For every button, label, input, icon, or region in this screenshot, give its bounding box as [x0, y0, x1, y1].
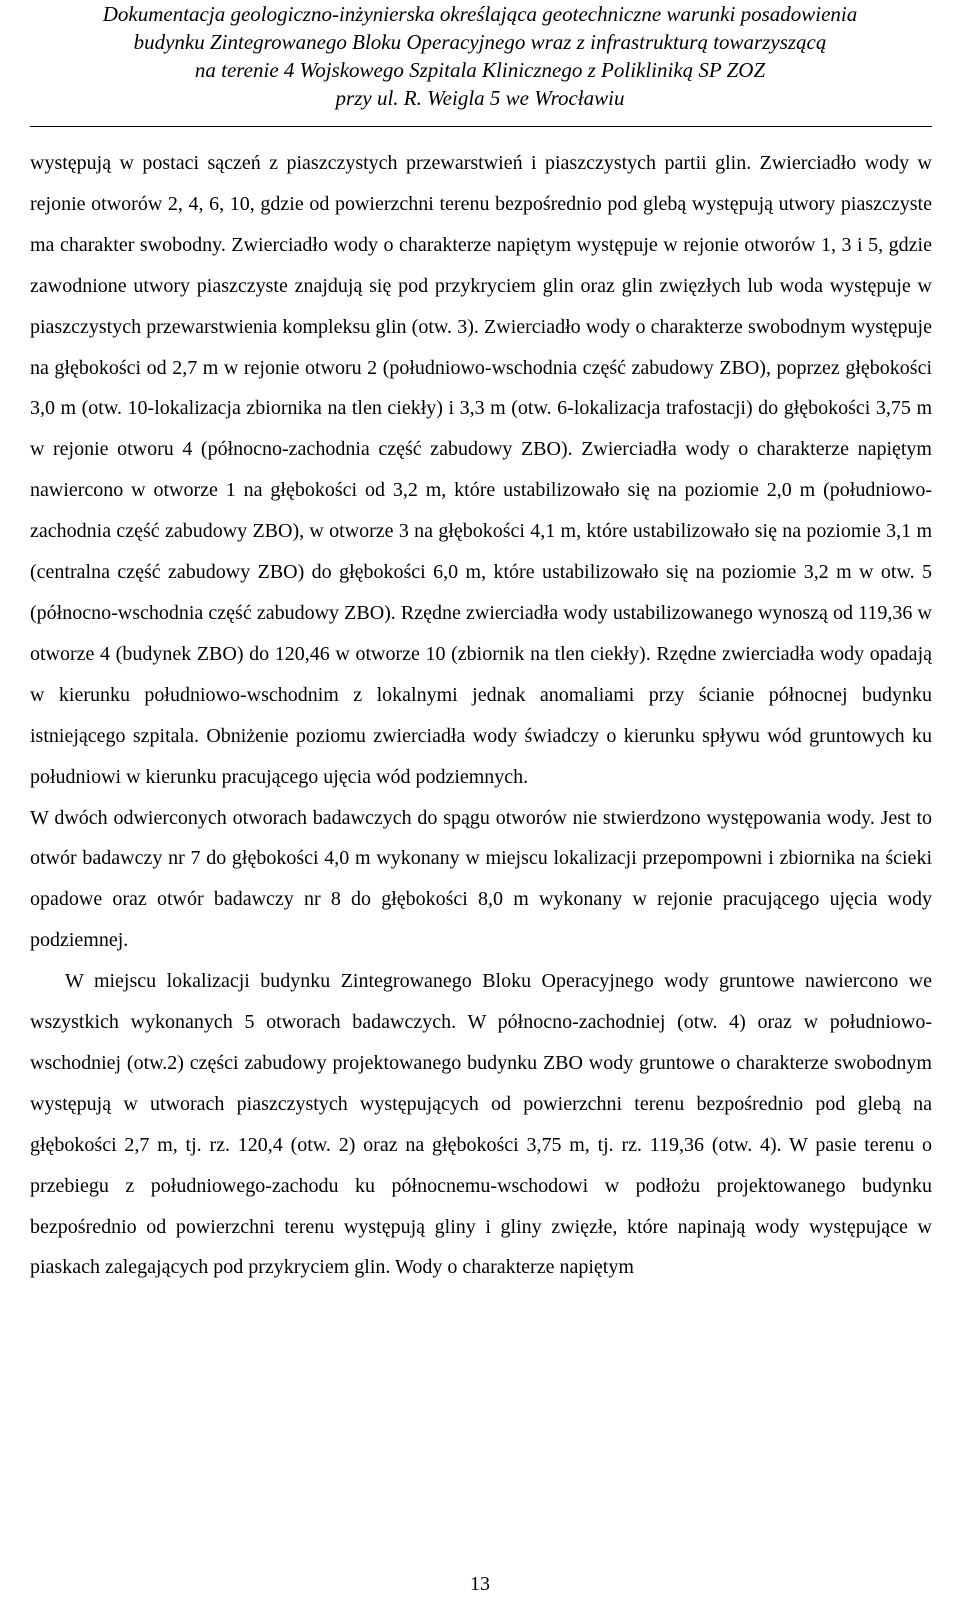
body-paragraph: W dwóch odwierconych otworach badawczych do spągu otworów nie stwierdzono występowania wody. Jest to otwór badawczy nr 7 do głębokości 4,0 m wykonany w miejscu lokalizacji przepompowni i zbiornika na ścieki opadowe oraz otwór badawczy nr 8 do głębokości 8,0 m wykonany w rejonie pracującego ujęcia wody podziemnej. — [30, 806, 932, 952]
header-line-2: budynku Zintegrowanego Bloku Operacyjnego wraz z infrastrukturą towarzyszącą — [133, 30, 827, 54]
body-paragraph: W miejscu lokalizacji budynku Zintegrowanego Bloku Operacyjnego wody gruntowe nawiercono we wszystkich wykonanych 5 otworach badawczych. W północno-zachodniej (otw. 4) oraz w południowo-wschodniej (otw.2) części zabudowy projektowanego budynku ZBO wody gruntowe o charakterze swobodnym występują w utworach piaszczystych występujących od powierzchni terenu bezpośrednio pod glebą na głębokości 2,7 m, tj. rz. 120,4 (otw. 2) oraz na głębokości 3,75 m, tj. rz. 119,36 (otw. 4). W pasie terenu o przebiegu z południowego-zachodu ku północnemu-wschodowi w podłożu projektowanego budynku bezpośrednio od powierzchni terenu występują gliny i gliny zwięzłe, które napinają wody występujące w piaskach zalegających pod przykryciem glin. Wody o charakterze napiętym — [30, 970, 932, 1279]
header-divider — [30, 126, 932, 127]
header-line-3: na terenie 4 Wojskowego Szpitala Klinicznego z Polikliniką SP ZOZ — [194, 58, 766, 82]
header-line-1: Dokumentacja geologiczno-inżynierska określająca geotechniczne warunki posadowienia — [102, 2, 858, 26]
page-number: 13 — [470, 1573, 490, 1595]
header-line-4: przy ul. R. Weigla 5 we Wrocławiu — [335, 86, 625, 110]
document-body — [30, 143, 932, 1288]
document-header — [0, 0, 960, 112]
body-paragraph: występują w postaci sączeń z piaszczystych przewarstwień i piaszczystych partii glin. Zwierciadło wody w rejonie otworów 2, 4, 6, 10, gdzie od powierzchni terenu bezpośrednio pod glebą występują utwory piaszczyste ma charakter swobodny. Zwierciadło wody o charakterze napiętym występuje w rejonie otworów 1, 3 i 5, gdzie zawodnione utwory piaszczyste znajdują się pod przykryciem glin oraz glin zwięzłych lub woda występuje w piaszczystych przewarstwienia kompleksu glin (otw. 3). Zwierciadło wody o charakterze swobodnym występuje na głębokości od 2,7 m w rejonie otworu 2 (południowo-wschodnia część zabudowy ZBO), poprzez głębokości 3,0 m (otw. 10-lokalizacja zbiornika na tlen ciekły) i 3,3 m (otw. 6-lokalizacja trafostacji) do głębokości 3,75 m w rejonie otworu 4 (północno-zachodnia część zabudowy ZBO). Zwierciadła wody o charakterze napiętym nawiercono w otworze 1 na głębokości od 3,2 m, które ustabilizowało się na poziomie 2,0 m (południowo-zachodnia część zabudowy ZBO), w otworze 3 na głębokości 4,1 m, które ustabilizowało się na poziomie 3,1 m (centralna część zabudowy ZBO) do głębokości 6,0 m, które ustabilizowało się na poziomie 3,2 m w otw. 5 (północno-wschodnia część zabudowy ZBO). Rzędne zwierciadła wody ustabilizowanego wynoszą od 119,36 w otworze 4 (budynek ZBO) do 120,46 w otworze 10 (zbiornik na tlen ciekły). Rzędne zwierciadła wody opadają w kierunku południowo-wschodnim z lokalnymi jednak anomaliami przy ścianie północnej budynku istniejącego szpitala. Obniżenie poziomu zwierciadła wody świadczy o kierunku spływu wód gruntowych ku południowi w kierunku pracującego ujęcia wód podziemnych. — [30, 152, 932, 788]
